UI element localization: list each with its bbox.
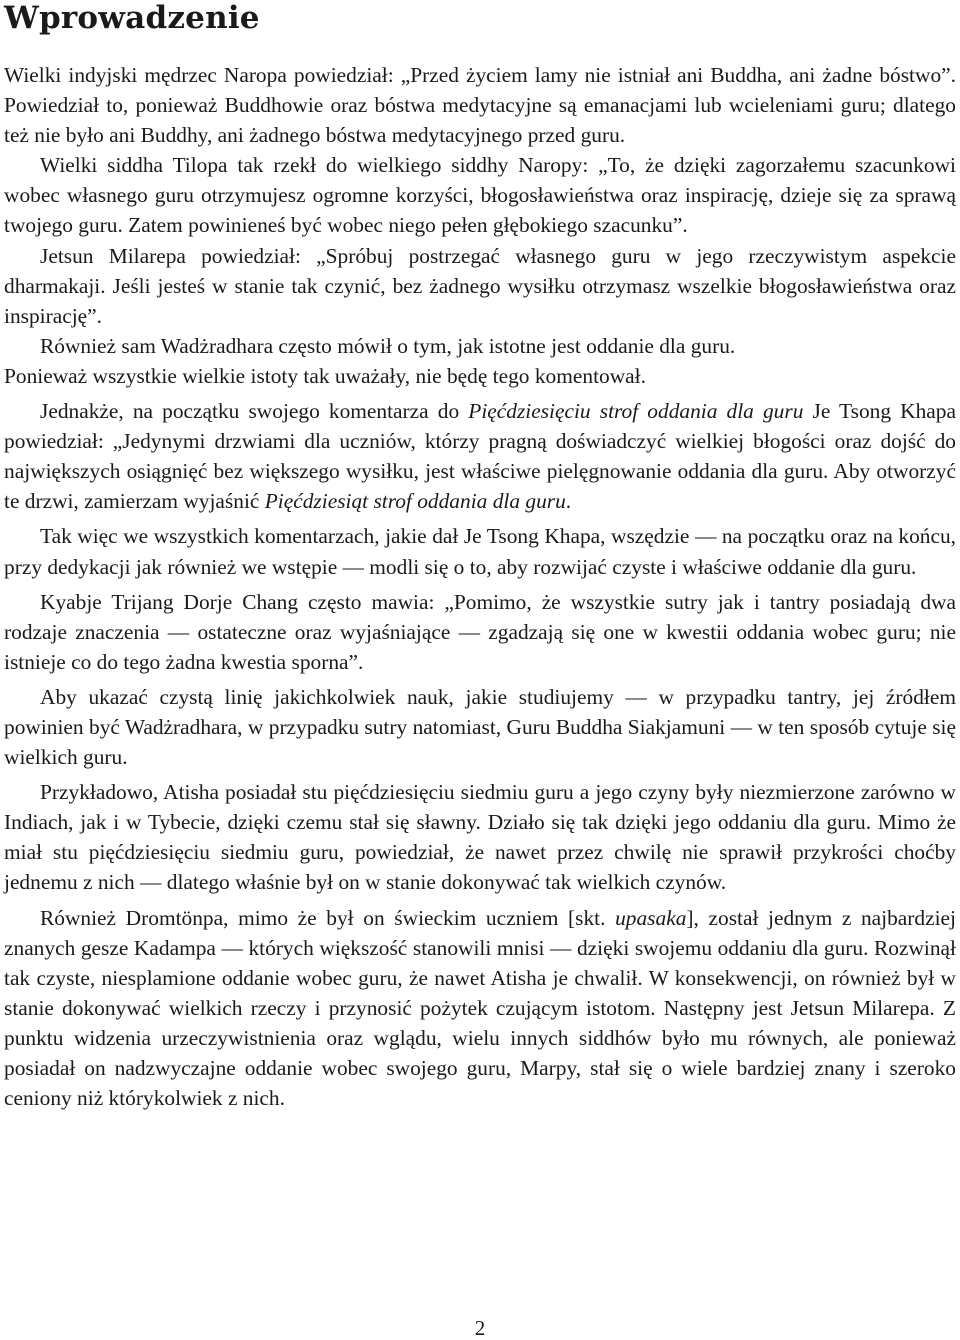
paragraph-atisha: Przykładowo, Atisha posiadał stu pięćdziesięciu siedmiu guru a jego czyny były niezmierzone zarówno w Indiach, jak i w Tybecie, dzięki czemu stał się sławny. Działo się tak dzięki jego oddaniu dla guru. Mimo że miał stu pięćdziesięciu siedmiu guru, powiedział, że nawet przez chwilę nie sprawił przykrości choćby jednemu z nich — dlatego właśnie był on w stanie dokonywać tak wielkich czynów. (4, 780, 956, 895)
text-run: Jednakże, na początku swojego komentarza do (40, 399, 469, 424)
paragraph-naropa-quote: Wielki indyjski mędrzec Naropa powiedział: „Przed życiem lamy nie istniał ani Buddha, ani żadne bóstwo”. Powiedział to, ponieważ Buddhowie oraz bóstwa medytacyjne są emanacjami lub wcieleniami guru; dlatego też nie było ani Buddhy, ani żadnego bóstwa medytacyjnego przed guru. (4, 63, 956, 148)
sanskrit-term: upasaka (615, 905, 687, 930)
document-page (4, 0, 956, 1113)
paragraph-dromtonpa (4, 903, 956, 1114)
paragraph-tilopa-quote: Wielki siddha Tilopa tak rzekł do wielkiego siddhy Naropy: „To, że dzięki zagorzałemu szacunkowi wobec własnego guru otrzymujesz ogromne korzyści, błogosławieństwa oraz inspirację, dzieje się za sprawą twojego guru. Zatem powinieneś być wobec niego pełen głębokiego szacunku”. (4, 153, 956, 238)
paragraph-milarepa-quote: Jetsun Milarepa powiedział: „Spróbuj postrzegać własnego guru w jego rzeczywistym aspekcie dharmakaji. Jeśli jesteś w stanie tak czynić, bez żadnego wysiłku otrzymasz wszelkie błogosławieństwa oraz inspirację”. (4, 243, 956, 328)
paragraph-lineage: Aby ukazać czystą linię jakichkolwiek nauk, jakie studiujemy — w przypadku tantry, jej źródłem powinien być Wadżradhara, w przypadku sutry natomiast, Guru Buddha Siakjamuni — w ten sposób cytuje się wielkich guru. (4, 684, 956, 770)
paragraph-no-comment: Ponieważ wszystkie wielkie istoty tak uważały, nie będę tego komentował. (4, 363, 646, 388)
text-run: ], został jednym z najbardziej znanych gesze Kadampa — których większość stanowili mnisi — dzięki swojemu oddaniu dla guru. Rozwinął tak czyste, niesplamione oddanie wobec guru, że nawet Atisha je chwalił. W konsekwencji, on również był w stanie dokonywać wielkich rzeczy i przynosić pożytek czującym istotom. Następny jest Jetsun Milarepa. Z punktu widzenia urzeczywistnienia oraz wglądu, wielu innych siddhów było mu równych, ale ponieważ posiadał on nadzwyczajne oddanie wobec swojego guru, Marpy, stał się o wiele bardziej znany i szeroko ceniony niż którykolwiek z nich. (4, 905, 956, 1111)
text-run: Je Tsong Khapa powiedział: „Jedynymi drzwiami dla uczniów, którzy pragną doświadczyć wielkiej błogości oraz dojść do największych osiągnięć bez większego wysiłku, jest właściwe pielęgnowanie oddania dla guru. Aby otworzyć te drzwi, zamierzam wyjaśnić (4, 399, 956, 514)
body-text (4, 60, 956, 1113)
paragraph-tsong-khapa (4, 396, 956, 516)
page-number: 2 (474, 1316, 486, 1340)
book-title: Pięćdziesiąt strof oddania dla guru (264, 489, 566, 514)
paragraph-commentaries: Tak więc we wszystkich komentarzach, jakie dał Je Tsong Khapa, wszędzie — na początku oraz na końcu, przy dedykacji jak również we wstępie — modli się o to, aby rozwijać czyste i właściwe oddanie dla guru. (4, 524, 956, 579)
paragraph-vajradhara: Również sam Wadżradhara często mówił o tym, jak istotne jest oddanie dla guru. (40, 333, 736, 358)
text-run: Również Dromtönpa, mimo że był on świeckim uczniem [skt. (40, 905, 616, 930)
paragraph-trijang: Kyabje Trijang Dorje Chang często mawia: „Pomimo, że wszystkie sutry jak i tantry posiadają dwa rodzaje znaczenia — ostateczne oraz wyjaśniające — zgadzają się one w kwestii oddania wobec guru; nie istnieje co do tego żadna kwestia sporna”. (4, 589, 956, 674)
book-title: Pięćdziesięciu strof oddania dla guru (468, 399, 804, 424)
text-run: . (565, 489, 572, 514)
section-title: Wprowadzenie (4, 0, 260, 36)
